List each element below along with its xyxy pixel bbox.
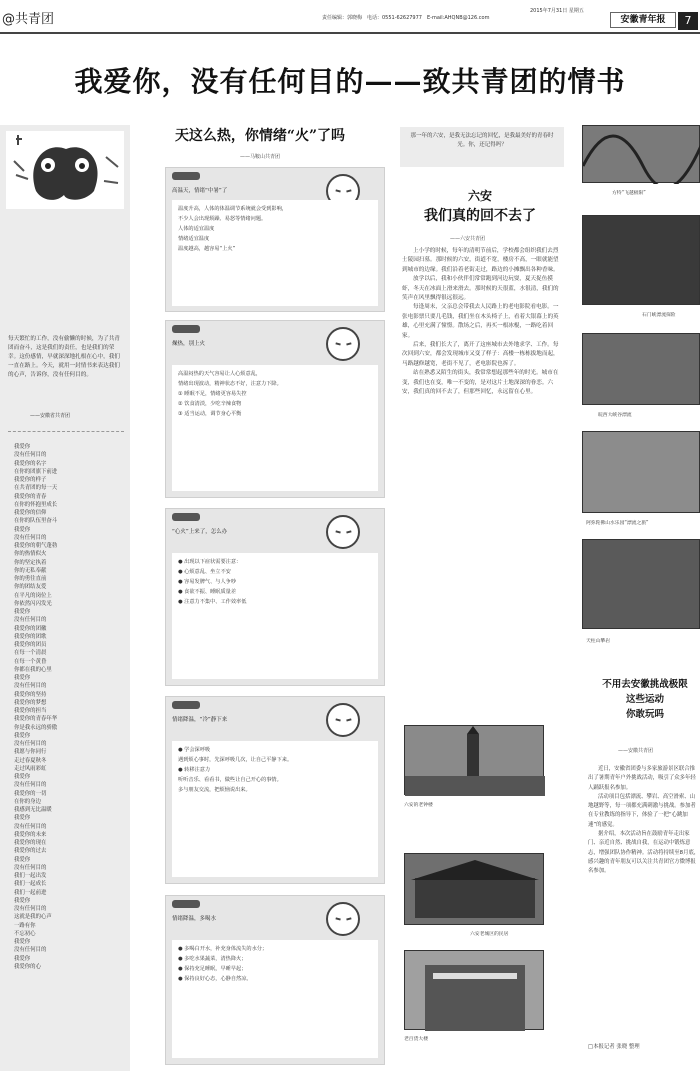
divider bbox=[8, 431, 124, 433]
poem-line: 没有任何目的 bbox=[14, 617, 47, 624]
article-credit: □本报记者 张晓 整理 bbox=[588, 1044, 640, 1050]
paragraph: 据介绍，本次活动旨在鼓励青年走出家门、亲近自然、挑战自我，在运动中锻炼意志，增强团队协作精神。活动将持续至8月底，感兴趣的青年朋友可以关注共青团官方微博报名参加。 bbox=[588, 831, 700, 875]
poem-line: 一路有你 bbox=[14, 922, 36, 929]
diving-photo bbox=[582, 215, 700, 305]
poem-line: 我爱你 bbox=[14, 897, 31, 904]
card-line: ● 出现以下症状需要注意： bbox=[178, 559, 242, 565]
title-line: 这些运动 bbox=[625, 694, 664, 705]
poem-line: 我们一起成长 bbox=[14, 881, 47, 888]
card-line: ● 多吃水果蔬菜，清热降火； bbox=[178, 956, 247, 962]
card-line: 不少人会出现烦躁、易怒等情绪问题。 bbox=[178, 216, 267, 222]
paragraph: 站在熟悉又陌生的街头，我常常想起那些年的时光。城市在变，我们也在变，唯一不变的，是对这片土地深深的眷恋。六安，我们真的回不去了，但那些回忆，永远留在心里。 bbox=[402, 370, 559, 396]
poem-line: 没有任何目的 bbox=[14, 534, 47, 541]
card-tab bbox=[172, 701, 200, 709]
poem-line: 没有任何目的 bbox=[14, 947, 47, 954]
poem-line: 走过春夏秋冬 bbox=[14, 757, 47, 764]
love-letter-column bbox=[0, 125, 130, 1071]
poem-line: 我感到无比温暖 bbox=[14, 807, 52, 813]
card-line: ● 容易发脾气、与人争吵 bbox=[178, 579, 237, 585]
poem-line: 我爱你 bbox=[14, 732, 31, 739]
poem-line: 我爱你的梦想 bbox=[14, 699, 47, 706]
poem-line: 我爱你的现在 bbox=[14, 840, 47, 846]
poem-line: 在共青团的每一天 bbox=[14, 485, 58, 492]
water-park-photo bbox=[582, 431, 700, 513]
angry-face-icon bbox=[326, 515, 360, 549]
page-header bbox=[0, 0, 700, 32]
poem-line: 我爱你的样子 bbox=[14, 477, 47, 483]
poem-line: 在每一个清晨 bbox=[14, 650, 47, 657]
poem-line: 没有任何目的 bbox=[14, 864, 47, 871]
poem-line: 我爱你的团歌 bbox=[14, 633, 47, 640]
info-card bbox=[165, 895, 385, 1065]
poem-line: 没有任何目的 bbox=[14, 782, 47, 789]
poem-line: 在你的怀抱里成长 bbox=[14, 501, 58, 508]
poem-line: 我们一起出发 bbox=[14, 873, 47, 879]
card-line: ● 心烦意乱、坐立不安 bbox=[178, 569, 231, 575]
card-heading: “心火”上来了，怎么办 bbox=[172, 529, 228, 535]
card-line: ● 学会深呼吸 bbox=[178, 747, 211, 753]
poem-line: 我爱你 bbox=[14, 815, 31, 822]
card-line: ● 保持良好心态，心静自然凉。 bbox=[178, 976, 252, 982]
paragraph: 活动项目包括漂流、攀岩、高空滑索、山地越野等，每一项都充满刺激与挑战。参加者在专业教练的指导下，体验了一把“心跳加速”的感觉。 bbox=[588, 793, 696, 828]
rafting-photo bbox=[582, 333, 700, 405]
title-line: 你敢玩吗 bbox=[625, 709, 664, 720]
photo-caption: 六安的老钟楼 bbox=[404, 803, 433, 808]
card-body bbox=[172, 940, 378, 1058]
poem-line: 我爱你的团徽 bbox=[14, 625, 47, 632]
poem-line: 在你的队伍里奋斗 bbox=[14, 518, 58, 525]
poem-line: 走过风雨彩虹 bbox=[14, 765, 47, 772]
card-line: 听听音乐、看看书，做些让自己开心的事情。 bbox=[178, 777, 282, 783]
poem-line: 没有任何目的 bbox=[14, 823, 47, 830]
poem-line: 没有任何目的 bbox=[14, 683, 47, 690]
poem-line: 没有任何目的 bbox=[14, 906, 47, 912]
card-body bbox=[172, 365, 378, 491]
source-tag: @共青团 bbox=[2, 12, 55, 27]
card-tab bbox=[172, 900, 200, 908]
poem-line: 在平凡的岗位上 bbox=[14, 592, 52, 599]
card-heading: 情绪降温，“冷”静下来 bbox=[172, 717, 228, 723]
department-store-photo bbox=[404, 950, 544, 1030]
card-body bbox=[172, 200, 378, 306]
card-line: 多与朋友交流，把烦恼说出来。 bbox=[178, 787, 251, 793]
poem-line: 我爱你 bbox=[14, 675, 31, 681]
info-card bbox=[165, 508, 385, 686]
card-line: 情绪适宜温度 bbox=[178, 236, 210, 242]
poem-line: 我爱你的青春 bbox=[14, 493, 47, 500]
card-line: 情绪出现波动，精神状态不好，注意力下降。 bbox=[178, 381, 282, 387]
poem-line: 你依然闪闪发光 bbox=[14, 600, 52, 607]
angry-face-icon bbox=[326, 902, 360, 936]
card-line: 温度越高，越容易“上火” bbox=[178, 246, 236, 252]
poem-line: 我爱你的过去 bbox=[14, 848, 47, 855]
poem-line: 在你的身边 bbox=[14, 798, 41, 805]
poem-line: 你的热情似火 bbox=[14, 551, 47, 558]
clock-tower-photo bbox=[404, 725, 544, 795]
poem-line: 我爱你 bbox=[14, 955, 31, 962]
card-heading: 燥热，别上火 bbox=[172, 341, 206, 347]
article-byline: ——安徽共青团 bbox=[618, 748, 654, 754]
card-tab bbox=[172, 513, 200, 521]
poem-line: 你的勇往直前 bbox=[14, 576, 47, 582]
article-kicker: 六安 bbox=[467, 189, 492, 203]
poem-line: 你的无私奉献 bbox=[14, 567, 47, 574]
poem-line: 不忘初心 bbox=[14, 930, 36, 937]
poem-line: 我爱你 bbox=[14, 774, 31, 780]
poem-line: 我爱你 bbox=[14, 939, 31, 945]
luan-memory-article bbox=[390, 125, 570, 1071]
old-house-photo bbox=[404, 853, 544, 925]
card-body bbox=[172, 741, 378, 877]
card-line: ● 转移注意力 bbox=[178, 767, 211, 773]
cartoon-illustration bbox=[6, 131, 124, 209]
poem-line: 你是我永远的骄傲 bbox=[14, 724, 58, 731]
card-line: 高温闷热的天气容易让人心烦意乱， bbox=[178, 371, 262, 377]
card-line: ③ 适当运动，调节身心平衡 bbox=[178, 411, 242, 417]
poem-line: 在每一个黄昏 bbox=[14, 658, 47, 665]
poem-line: 这就是我的心声 bbox=[14, 914, 52, 921]
rock-climbing-photo bbox=[582, 539, 700, 629]
page-number: 7 bbox=[678, 12, 698, 30]
heat-mood-article bbox=[135, 125, 385, 1071]
poem-line: 我爱你 bbox=[14, 609, 31, 615]
paragraph: 每逢周末，父亲总会带我去人民路上的老电影院看电影。一张电影票只要几毛钱，我们坐在木头椅子上，看着大银幕上的英雄，心里充满了憧憬。散场之后，再买一根冰棍，一路吃着回家。 bbox=[402, 304, 559, 339]
photo-caption: 方特“飞越极限” bbox=[612, 191, 646, 196]
poem-line: 我爱你的心 bbox=[14, 963, 41, 970]
article-body bbox=[588, 765, 700, 877]
paragraph: 近日，安徽省团委与多家旅游景区联合推出了暑期青年户外挑战活动，吸引了众多年轻人踊跃报名参加。 bbox=[588, 766, 696, 791]
poem-line: 你都在我的心里 bbox=[14, 666, 52, 673]
photo-caption: 六安老城区的民居 bbox=[470, 932, 509, 937]
paragraph: 放学以后，我和小伙伴们常常跑到河边玩耍，夏天捉鱼摸虾，冬天在冰面上滑来滑去。那时候的天很蓝，水很清，我们的笑声在风里飘得很远很远。 bbox=[402, 276, 559, 302]
issue-date: 2015年7月31日 星期五 bbox=[530, 8, 584, 14]
extreme-sports-article bbox=[578, 125, 700, 1071]
paragraph: 后来，我们长大了，离开了这座城市去外地求学、工作。每次回到六安，都会发现城市又变了样子：高楼一栋栋拔地而起，马路越修越宽，老街不见了，老电影院也拆了。 bbox=[402, 342, 559, 367]
poem-line: 我爱你的未来 bbox=[14, 831, 47, 838]
poem-line: 我愿与你同行 bbox=[14, 749, 47, 756]
card-line: 遇到烦心事时，先深呼吸几次，让自己平静下来。 bbox=[178, 757, 293, 763]
title-line: 不用去安徽挑战极限 bbox=[602, 679, 688, 690]
intro-paragraph: 每天繁忙的工作，没有偷懒的时候，为了共青团而奋斗，这是我们的责任，也是我们的荣幸。这份感情，早就深深地扎根在心中，我们一直在路上。今天，就用一封情书来表达我们的心声，告诉你，没有任何目的。 bbox=[8, 336, 120, 378]
card-heading: 情绪降温，多喝水 bbox=[172, 916, 217, 922]
article-byline: ——马鞍山共青团 bbox=[239, 154, 280, 160]
poem-line: 没有任何目的 bbox=[14, 452, 47, 459]
poem-line: 我爱你的一切 bbox=[14, 790, 47, 797]
angry-face-icon bbox=[326, 327, 360, 361]
card-line: ● 食欲不振、睡眠质量差 bbox=[178, 589, 237, 595]
intro-byline: ——安徽省共青团 bbox=[30, 413, 71, 419]
poem-line: 我爱你的名字 bbox=[14, 460, 47, 467]
card-line: ● 多喝白开水，补充身体流失的水分； bbox=[178, 946, 268, 952]
card-line: ① 睡眠不足，情绪更容易失控 bbox=[178, 391, 247, 397]
card-line: ② 饮食清淡，少吃辛辣食物 bbox=[178, 401, 242, 407]
photo-caption: 天柱山攀岩 bbox=[586, 639, 610, 644]
poem-line: 我爱你的朝气蓬勃 bbox=[14, 543, 58, 549]
paragraph: 上小学的时候，每年的清明节前后，学校都会组织我们去烈士陵园扫墓。那时候的六安，街道不宽，楼房不高，一眼就能望到城市的边缘。我们沿着老街走过，路边的小摊飘出各种香味。 bbox=[402, 248, 559, 273]
card-line: ● 保持充足睡眠，早睡早起； bbox=[178, 966, 247, 972]
editor-info: 责任编辑：郭晓梅 电话：0551-62627977 E-mail:AHQNB@126.com bbox=[322, 15, 490, 21]
poem-line: 我爱你的信仰 bbox=[14, 510, 47, 516]
article-body bbox=[402, 247, 564, 807]
article-title bbox=[590, 677, 700, 722]
info-card bbox=[165, 320, 385, 498]
poem-line: 我爱你的青春年华 bbox=[14, 716, 58, 723]
poem-line: 我爱你的团员 bbox=[14, 642, 47, 648]
card-line: ● 注意力不集中、工作效率低 bbox=[178, 599, 247, 605]
poem-line: 没有任何目的 bbox=[14, 741, 47, 747]
header-rule bbox=[0, 32, 700, 34]
poem-line: 我爱你的担当 bbox=[14, 708, 47, 714]
poem-list bbox=[14, 443, 124, 971]
poem-line: 我爱你 bbox=[14, 856, 31, 863]
info-card bbox=[165, 696, 385, 884]
poem-line: 我爱你的坚持 bbox=[14, 691, 47, 698]
info-card bbox=[165, 167, 385, 312]
card-body bbox=[172, 553, 378, 679]
article-title: 我们真的回不去了 bbox=[424, 208, 536, 224]
poem-line: 我爱你 bbox=[14, 526, 31, 533]
article-byline: ——六安共青团 bbox=[450, 236, 486, 242]
poem-line: 在你的团旗下前进 bbox=[14, 468, 58, 475]
article-title: 天这么热，你情绪“火”了吗 bbox=[174, 128, 346, 144]
card-tab bbox=[172, 172, 200, 180]
card-line: 温度升高，人体的体温调节系统就会受到影响， bbox=[178, 206, 287, 212]
photo-caption: 皖西大峡谷漂流 bbox=[598, 413, 632, 418]
poem-line: 我们一起前进 bbox=[14, 889, 47, 896]
roller-coaster-photo bbox=[582, 125, 700, 183]
photo-caption: 石门峡漂流探险 bbox=[642, 313, 676, 318]
card-tab bbox=[172, 325, 200, 333]
angry-face-icon bbox=[326, 703, 360, 737]
card-heading: 高温天，情绪“中暑”了 bbox=[172, 188, 228, 194]
photo-caption: 阿弥陀佛山水乐园“漂流之旅” bbox=[586, 521, 649, 526]
card-line: 人体的适宜温度 bbox=[178, 226, 215, 232]
pull-quote: 那一年的六安，是我无法忘记的回忆，是我最美好的青春时光。你，还记得吗？ bbox=[400, 127, 564, 167]
photo-caption: 老百货大楼 bbox=[404, 1037, 428, 1042]
poem-line: 你的团结友爱 bbox=[14, 584, 47, 591]
newspaper-brand: 安徽青年报 bbox=[610, 12, 676, 28]
poem-line: 我爱你 bbox=[14, 444, 31, 450]
poem-line: 你的坚定执着 bbox=[14, 559, 47, 566]
page-headline: 我爱你，没有任何目的——致共青团的情书 bbox=[74, 65, 626, 98]
